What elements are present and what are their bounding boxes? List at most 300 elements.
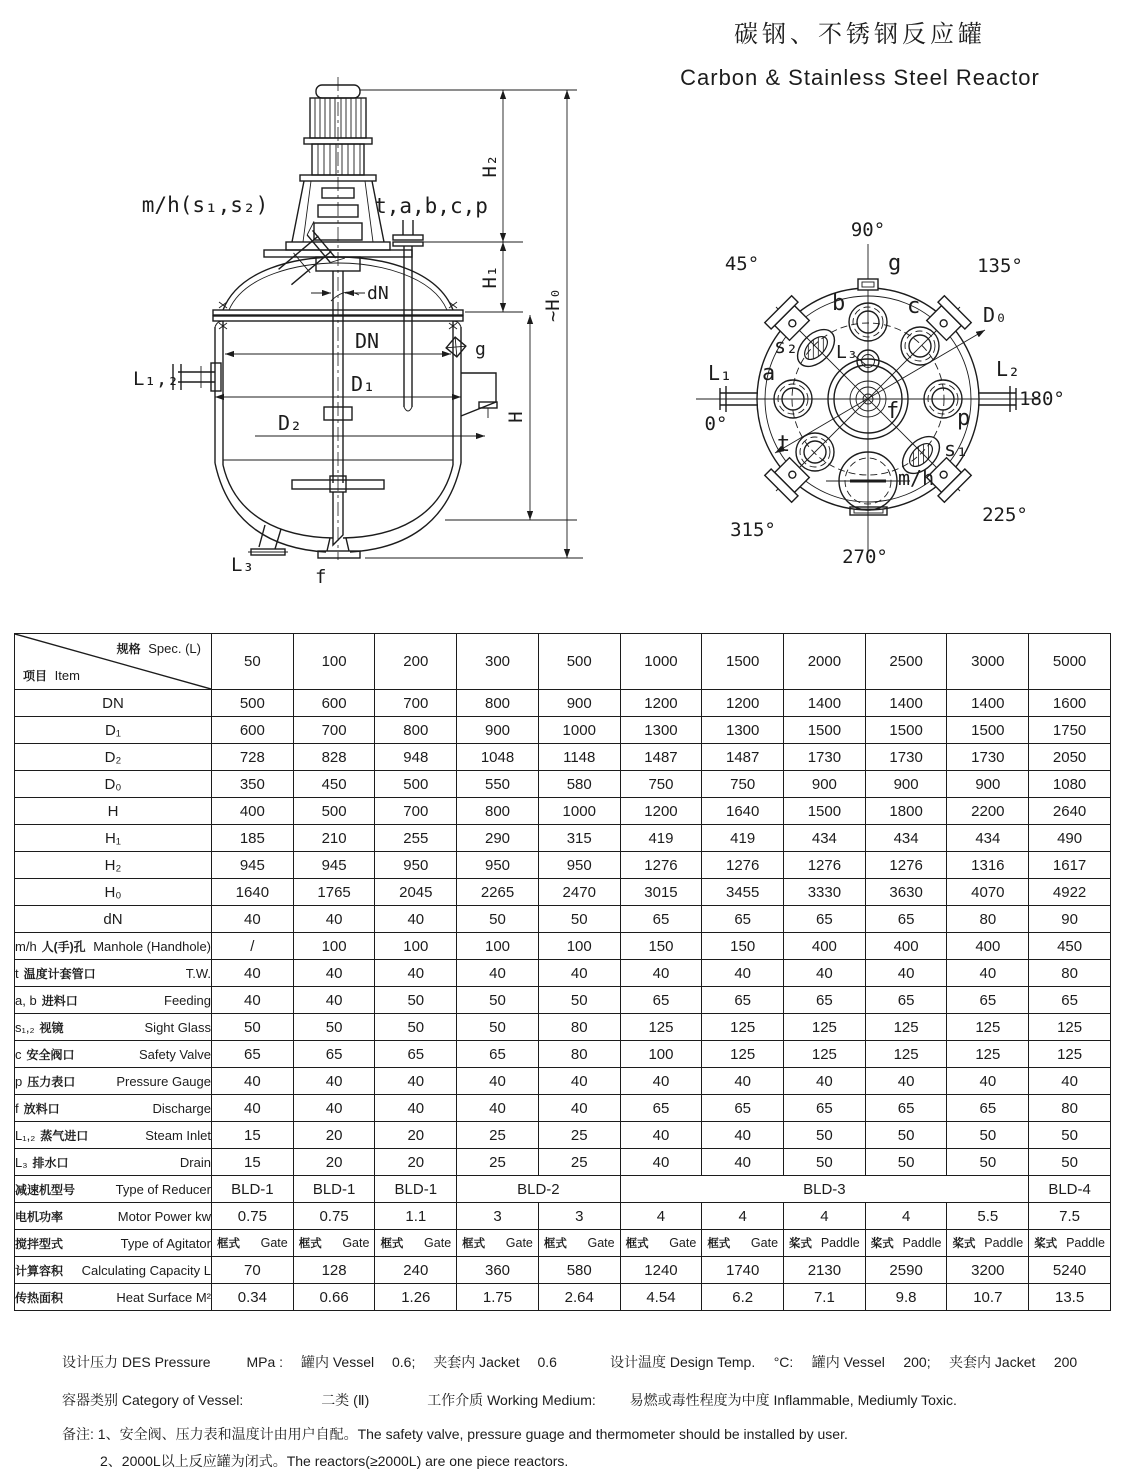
table-cell: 5.5 <box>947 1203 1029 1230</box>
table-cell: 1740 <box>702 1257 784 1284</box>
table-cell: 2265 <box>457 879 539 906</box>
row-label: 传热面积 Heat Surface M² <box>15 1284 212 1311</box>
row-label: 减速机型号 Type of Reducer <box>15 1176 212 1203</box>
table-cell: 100 <box>457 933 539 960</box>
corner-spec-label: 规格 Spec. (L) <box>116 641 201 656</box>
table-cell: 40 <box>620 1149 702 1176</box>
table-cell: 40 <box>538 1095 620 1122</box>
page-title-en: Carbon & Stainless Steel Reactor <box>680 65 1040 90</box>
table-row <box>15 987 1111 1014</box>
angle-225: 225° <box>982 504 1028 526</box>
table-cell: 700 <box>293 717 375 744</box>
table-cell: 945 <box>212 852 294 879</box>
table-cell: BLD-1 <box>212 1176 294 1203</box>
row-label: D₂ <box>15 744 212 771</box>
note1-text: 备注: 1、安全阀、压力表和温度计由用户自配。The safety valve, pressure guage and thermometer should be installed by user. <box>62 1426 848 1442</box>
table-cell: 65 <box>1029 987 1111 1014</box>
spec-column-header: 3000 <box>947 634 1029 690</box>
temp-unit: °C: <box>773 1354 794 1370</box>
table-cell: 65 <box>865 1095 947 1122</box>
table-cell: 550 <box>457 771 539 798</box>
angle-270: 270° <box>842 546 888 568</box>
row-label: D₀ <box>15 771 212 798</box>
table-row <box>15 1068 1111 1095</box>
table-cell: 50 <box>375 1014 457 1041</box>
table-cell: 框式 Gate <box>620 1230 702 1257</box>
row-label: H₀ <box>15 879 212 906</box>
row-label: 搅拌型式 Type of Agitator <box>15 1230 212 1257</box>
table-cell: 桨式 Paddle <box>947 1230 1029 1257</box>
table-row <box>15 1284 1111 1311</box>
table-cell: 900 <box>457 717 539 744</box>
row-label: 电机功率 Motor Power kw <box>15 1203 212 1230</box>
table-cell: 40 <box>457 1095 539 1122</box>
table-cell: 1500 <box>784 717 866 744</box>
spec-table <box>14 633 1111 1311</box>
row-label: t 温度计套管口 T.W. <box>15 960 212 987</box>
table-cell: 65 <box>620 987 702 1014</box>
table-cell: 2640 <box>1029 798 1111 825</box>
table-cell: 3330 <box>784 879 866 906</box>
table-cell: 315 <box>538 825 620 852</box>
table-cell: 1316 <box>947 852 1029 879</box>
table-cell: 1240 <box>620 1257 702 1284</box>
side-label-l3: L₃ <box>231 554 254 576</box>
table-cell: 65 <box>457 1041 539 1068</box>
table-cell: 125 <box>702 1014 784 1041</box>
table-row <box>15 1041 1111 1068</box>
table-cell: 65 <box>784 987 866 1014</box>
table-cell: 50 <box>457 906 539 933</box>
temp-jacket-value: 200 <box>1053 1354 1078 1370</box>
dim-d2: D₂ <box>277 411 303 435</box>
top-label-s2: s₂ <box>774 334 799 358</box>
table-cell: 0.75 <box>293 1203 375 1230</box>
top-label-l2: L₂ <box>996 357 1021 381</box>
dim-dn-pipe: dN <box>367 283 389 304</box>
table-cell: 3 <box>538 1203 620 1230</box>
angle-0: 0° <box>704 413 728 435</box>
table-cell: 580 <box>538 1257 620 1284</box>
dim-dn: DN <box>354 329 380 353</box>
table-cell: 65 <box>947 987 1029 1014</box>
top-label-s1: s₁ <box>944 437 969 461</box>
table-cell: 1800 <box>865 798 947 825</box>
row-label: L₁,₂ 蒸气进口 Steam Inlet <box>15 1122 212 1149</box>
table-row <box>15 1122 1111 1149</box>
table-cell: 400 <box>212 798 294 825</box>
table-row <box>15 1014 1111 1041</box>
side-label-tabcp: t,a,b,c,p <box>374 194 488 218</box>
table-cell: 400 <box>784 933 866 960</box>
table-cell: 1200 <box>702 690 784 717</box>
table-row <box>15 879 1111 906</box>
table-cell: 40 <box>1029 1068 1111 1095</box>
dim-h2: H₂ <box>479 154 501 178</box>
table-cell: 434 <box>865 825 947 852</box>
table-row <box>15 825 1111 852</box>
table-cell: 40 <box>293 960 375 987</box>
table-cell: 25 <box>457 1149 539 1176</box>
table-cell: 90 <box>1029 906 1111 933</box>
table-cell: 40 <box>620 960 702 987</box>
table-cell: 3015 <box>620 879 702 906</box>
table-cell: 40 <box>293 906 375 933</box>
row-label: L₃ 排水口 Drain <box>15 1149 212 1176</box>
table-cell: 65 <box>702 1095 784 1122</box>
table-cell: 65 <box>784 1095 866 1122</box>
table-cell: 1200 <box>620 690 702 717</box>
top-label-l1: L₁ <box>708 361 733 385</box>
row-label: dN <box>15 906 212 933</box>
spec-column-header: 5000 <box>1029 634 1111 690</box>
table-cell: 框式 Gate <box>457 1230 539 1257</box>
table-cell: 1500 <box>865 717 947 744</box>
table-cell: 20 <box>293 1122 375 1149</box>
dim-h: H <box>505 411 527 423</box>
table-cell: 900 <box>784 771 866 798</box>
pressure-vessel-value: 0.6; <box>391 1354 416 1370</box>
table-cell: BLD-1 <box>375 1176 457 1203</box>
table-cell: 2130 <box>784 1257 866 1284</box>
table-cell: 20 <box>293 1149 375 1176</box>
table-cell: 10.7 <box>947 1284 1029 1311</box>
table-cell: 50 <box>947 1149 1029 1176</box>
table-cell: 100 <box>293 933 375 960</box>
footer-category-line <box>62 1390 971 1410</box>
table-cell: 1200 <box>620 798 702 825</box>
table-cell: 0.34 <box>212 1284 294 1311</box>
table-cell: 1400 <box>947 690 1029 717</box>
table-cell: 40 <box>538 1068 620 1095</box>
table-cell: 1500 <box>947 717 1029 744</box>
table-cell: 948 <box>375 744 457 771</box>
spec-column-header: 300 <box>457 634 539 690</box>
table-cell: 65 <box>620 906 702 933</box>
table-cell: 80 <box>1029 1095 1111 1122</box>
top-label-t: t <box>777 432 791 457</box>
table-cell: 750 <box>620 771 702 798</box>
table-cell: 419 <box>702 825 784 852</box>
table-row <box>15 1230 1111 1257</box>
table-cell: 0.75 <box>212 1203 294 1230</box>
spec-column-header: 100 <box>293 634 375 690</box>
table-cell: 65 <box>620 1095 702 1122</box>
row-label: D₁ <box>15 717 212 744</box>
table-row <box>15 852 1111 879</box>
table-cell: 450 <box>1029 933 1111 960</box>
angle-135: 135° <box>977 255 1023 277</box>
table-cell: 1.1 <box>375 1203 457 1230</box>
top-label-g: g <box>888 251 902 276</box>
table-cell: 240 <box>375 1257 457 1284</box>
spec-column-header: 200 <box>375 634 457 690</box>
table-cell: 25 <box>538 1149 620 1176</box>
dim-h0: ~H₀ <box>542 287 564 323</box>
title-block <box>665 14 1055 91</box>
table-cell: 40 <box>784 1068 866 1095</box>
table-cell: 1617 <box>1029 852 1111 879</box>
row-label: H₂ <box>15 852 212 879</box>
table-cell: 3455 <box>702 879 784 906</box>
table-cell: 40 <box>457 1068 539 1095</box>
table-cell: BLD-3 <box>620 1176 1029 1203</box>
reactor-top-view-drawing <box>680 218 1120 583</box>
table-cell: 40 <box>865 1068 947 1095</box>
table-cell: 框式 Gate <box>375 1230 457 1257</box>
table-cell: 1487 <box>620 744 702 771</box>
table-cell: 1500 <box>784 798 866 825</box>
table-cell: 100 <box>375 933 457 960</box>
table-row <box>15 960 1111 987</box>
table-cell: 1400 <box>865 690 947 717</box>
table-cell: 7.1 <box>784 1284 866 1311</box>
table-row <box>15 744 1111 771</box>
table-cell: 65 <box>865 987 947 1014</box>
table-cell: 50 <box>865 1122 947 1149</box>
table-cell: 1765 <box>293 879 375 906</box>
table-cell: 1730 <box>947 744 1029 771</box>
table-cell: 3 <box>457 1203 539 1230</box>
temp-vessel-value: 200; <box>903 1354 931 1370</box>
temp-label: 设计温度 Design Temp. <box>610 1354 756 1370</box>
row-label: H₁ <box>15 825 212 852</box>
table-row <box>15 1095 1111 1122</box>
row-label: c 安全阀口 Safety Valve <box>15 1041 212 1068</box>
table-cell: 2050 <box>1029 744 1111 771</box>
top-label-l3: L₃ <box>836 342 858 363</box>
footer-pressure-line <box>62 1352 571 1372</box>
angle-180: 180° <box>1019 388 1065 410</box>
table-cell: 50 <box>293 1014 375 1041</box>
table-cell: 1276 <box>620 852 702 879</box>
table-cell: 7.5 <box>1029 1203 1111 1230</box>
table-cell: 150 <box>620 933 702 960</box>
support-lug <box>461 373 497 418</box>
table-cell: 700 <box>375 798 457 825</box>
table-cell: 600 <box>293 690 375 717</box>
table-cell: 3200 <box>947 1257 1029 1284</box>
table-cell: 828 <box>293 744 375 771</box>
table-cell: 40 <box>375 1068 457 1095</box>
table-cell: 2470 <box>538 879 620 906</box>
table-cell: 2590 <box>865 1257 947 1284</box>
table-row <box>15 1203 1111 1230</box>
table-cell: 80 <box>538 1041 620 1068</box>
table-cell: 40 <box>293 987 375 1014</box>
table-cell: 65 <box>865 906 947 933</box>
table-cell: / <box>212 933 294 960</box>
table-cell: 框式 Gate <box>293 1230 375 1257</box>
table-cell: 125 <box>865 1014 947 1041</box>
table-cell: BLD-4 <box>1029 1176 1111 1203</box>
table-cell: 434 <box>947 825 1029 852</box>
table-cell: 1276 <box>784 852 866 879</box>
table-cell: 40 <box>212 1095 294 1122</box>
row-label: m/h 人(手)孔 Manhole (Handhole) <box>15 933 212 960</box>
table-cell: 100 <box>538 933 620 960</box>
table-cell: 500 <box>212 690 294 717</box>
pressure-vessel-label: 罐内 Vessel <box>300 1354 375 1370</box>
table-cell: 4 <box>865 1203 947 1230</box>
table-cell: 40 <box>212 1068 294 1095</box>
table-row <box>15 771 1111 798</box>
table-cell: 桨式 Paddle <box>865 1230 947 1257</box>
temp-jacket-label: 夹套内 Jacket <box>949 1354 1036 1370</box>
table-cell: 70 <box>212 1257 294 1284</box>
pressure-unit: MPa : <box>246 1354 284 1370</box>
table-cell: 40 <box>865 960 947 987</box>
top-label-c: c <box>907 294 921 319</box>
table-cell: 40 <box>375 906 457 933</box>
top-label-a: a <box>762 361 776 386</box>
table-cell: 4.54 <box>620 1284 702 1311</box>
table-cell: 80 <box>538 1014 620 1041</box>
footer-temp-line <box>610 1352 1091 1372</box>
table-cell: 桨式 Paddle <box>1029 1230 1111 1257</box>
table-cell: 500 <box>293 798 375 825</box>
steam-inlet-nozzle <box>173 363 221 391</box>
table-cell: BLD-1 <box>293 1176 375 1203</box>
side-label-mh: m/h(s₁,s₂) <box>141 193 269 217</box>
table-cell: 40 <box>375 1095 457 1122</box>
category-value: 二类 (Ⅱ) <box>321 1392 370 1408</box>
table-cell: 1.26 <box>375 1284 457 1311</box>
table-cell: 15 <box>212 1149 294 1176</box>
corner-item-label: 项目 Item <box>23 668 80 683</box>
row-label: s₁,₂ 视镜 Sight Glass <box>15 1014 212 1041</box>
side-label-l12: L₁,₂ <box>133 368 179 390</box>
table-cell: 125 <box>620 1014 702 1041</box>
row-label: 计算容积 Calculating Capacity L <box>15 1257 212 1284</box>
table-cell: 4 <box>784 1203 866 1230</box>
table-cell: 40 <box>702 960 784 987</box>
table-cell: 450 <box>293 771 375 798</box>
category-label: 容器类别 Category of Vessel: <box>62 1392 244 1408</box>
table-cell: 600 <box>212 717 294 744</box>
table-cell: 125 <box>947 1041 1029 1068</box>
table-row <box>15 690 1111 717</box>
table-cell: 800 <box>375 717 457 744</box>
row-label: H <box>15 798 212 825</box>
table-cell: 65 <box>212 1041 294 1068</box>
table-cell: 1640 <box>702 798 784 825</box>
table-cell: 50 <box>784 1122 866 1149</box>
table-cell: 1000 <box>538 798 620 825</box>
table-cell: 20 <box>375 1122 457 1149</box>
spec-column-header: 2000 <box>784 634 866 690</box>
table-cell: 2200 <box>947 798 1029 825</box>
table-cell: 400 <box>865 933 947 960</box>
table-cell: 65 <box>702 987 784 1014</box>
table-cell: 125 <box>784 1014 866 1041</box>
table-cell: 950 <box>375 852 457 879</box>
table-cell: 40 <box>702 1122 784 1149</box>
table-cell: 50 <box>212 1014 294 1041</box>
table-cell: 40 <box>293 1068 375 1095</box>
table-row <box>15 1176 1111 1203</box>
table-cell: 1080 <box>1029 771 1111 798</box>
table-cell: 13.5 <box>1029 1284 1111 1311</box>
table-cell: 1730 <box>865 744 947 771</box>
table-cell: 4 <box>702 1203 784 1230</box>
table-cell: 40 <box>457 960 539 987</box>
table-cell: 6.2 <box>702 1284 784 1311</box>
table-cell: 40 <box>212 906 294 933</box>
reactor-side-view-drawing <box>15 55 620 627</box>
table-cell: 40 <box>212 960 294 987</box>
table-cell: 100 <box>620 1041 702 1068</box>
table-cell: 65 <box>702 906 784 933</box>
spec-column-header: 500 <box>538 634 620 690</box>
table-cell: 490 <box>1029 825 1111 852</box>
table-row <box>15 933 1111 960</box>
table-cell: 65 <box>947 1095 1029 1122</box>
pressure-label: 设计压力 DES Pressure <box>62 1354 211 1370</box>
table-cell: 50 <box>947 1122 1029 1149</box>
table-cell: 50 <box>457 987 539 1014</box>
table-cell: 80 <box>1029 960 1111 987</box>
table-cell: 65 <box>293 1041 375 1068</box>
table-cell: 50 <box>538 906 620 933</box>
angle-45: 45° <box>724 253 760 275</box>
footer-note1 <box>62 1424 862 1444</box>
top-label-f: f <box>886 399 900 424</box>
row-label: p 压力表口 Pressure Gauge <box>15 1068 212 1095</box>
table-cell: 2045 <box>375 879 457 906</box>
table-cell: 1048 <box>457 744 539 771</box>
table-cell: 40 <box>702 1068 784 1095</box>
table-cell: 125 <box>1029 1014 1111 1041</box>
table-cell: 50 <box>457 1014 539 1041</box>
table-cell: 50 <box>865 1149 947 1176</box>
table-cell: 1730 <box>784 744 866 771</box>
spec-column-header: 2500 <box>865 634 947 690</box>
bottom-bracket <box>850 507 887 515</box>
table-cell: 40 <box>947 1068 1029 1095</box>
row-label: a, b 进料口 Feeding <box>15 987 212 1014</box>
table-cell: 20 <box>375 1149 457 1176</box>
medium-label: 工作介质 Working Medium: <box>427 1392 596 1408</box>
top-label-mh: m/h <box>898 466 935 490</box>
table-cell: 3630 <box>865 879 947 906</box>
table-cell: 800 <box>457 690 539 717</box>
table-cell: 945 <box>293 852 375 879</box>
medium-value: 易燃或毒性程度为中度 Inflammable, Mediumly Toxic. <box>629 1392 957 1408</box>
table-cell: 1300 <box>702 717 784 744</box>
row-label: DN <box>15 690 212 717</box>
nozzle-g <box>858 279 878 290</box>
table-cell: 125 <box>784 1041 866 1068</box>
nozzle-c <box>901 327 939 365</box>
spec-column-header: 1500 <box>702 634 784 690</box>
table-cell: 800 <box>457 798 539 825</box>
table-row <box>15 798 1111 825</box>
table-cell: 125 <box>702 1041 784 1068</box>
spec-table-body <box>15 690 1111 1311</box>
temp-vessel-label: 罐内 Vessel <box>811 1354 885 1370</box>
table-cell: 80 <box>947 906 1029 933</box>
table-cell: 360 <box>457 1257 539 1284</box>
table-cell: 40 <box>620 1122 702 1149</box>
table-cell: 125 <box>865 1041 947 1068</box>
table-cell: 728 <box>212 744 294 771</box>
table-cell: 1640 <box>212 879 294 906</box>
table-cell: 580 <box>538 771 620 798</box>
side-label-g: g <box>475 339 486 360</box>
table-cell: 50 <box>375 987 457 1014</box>
table-cell: 1750 <box>1029 717 1111 744</box>
